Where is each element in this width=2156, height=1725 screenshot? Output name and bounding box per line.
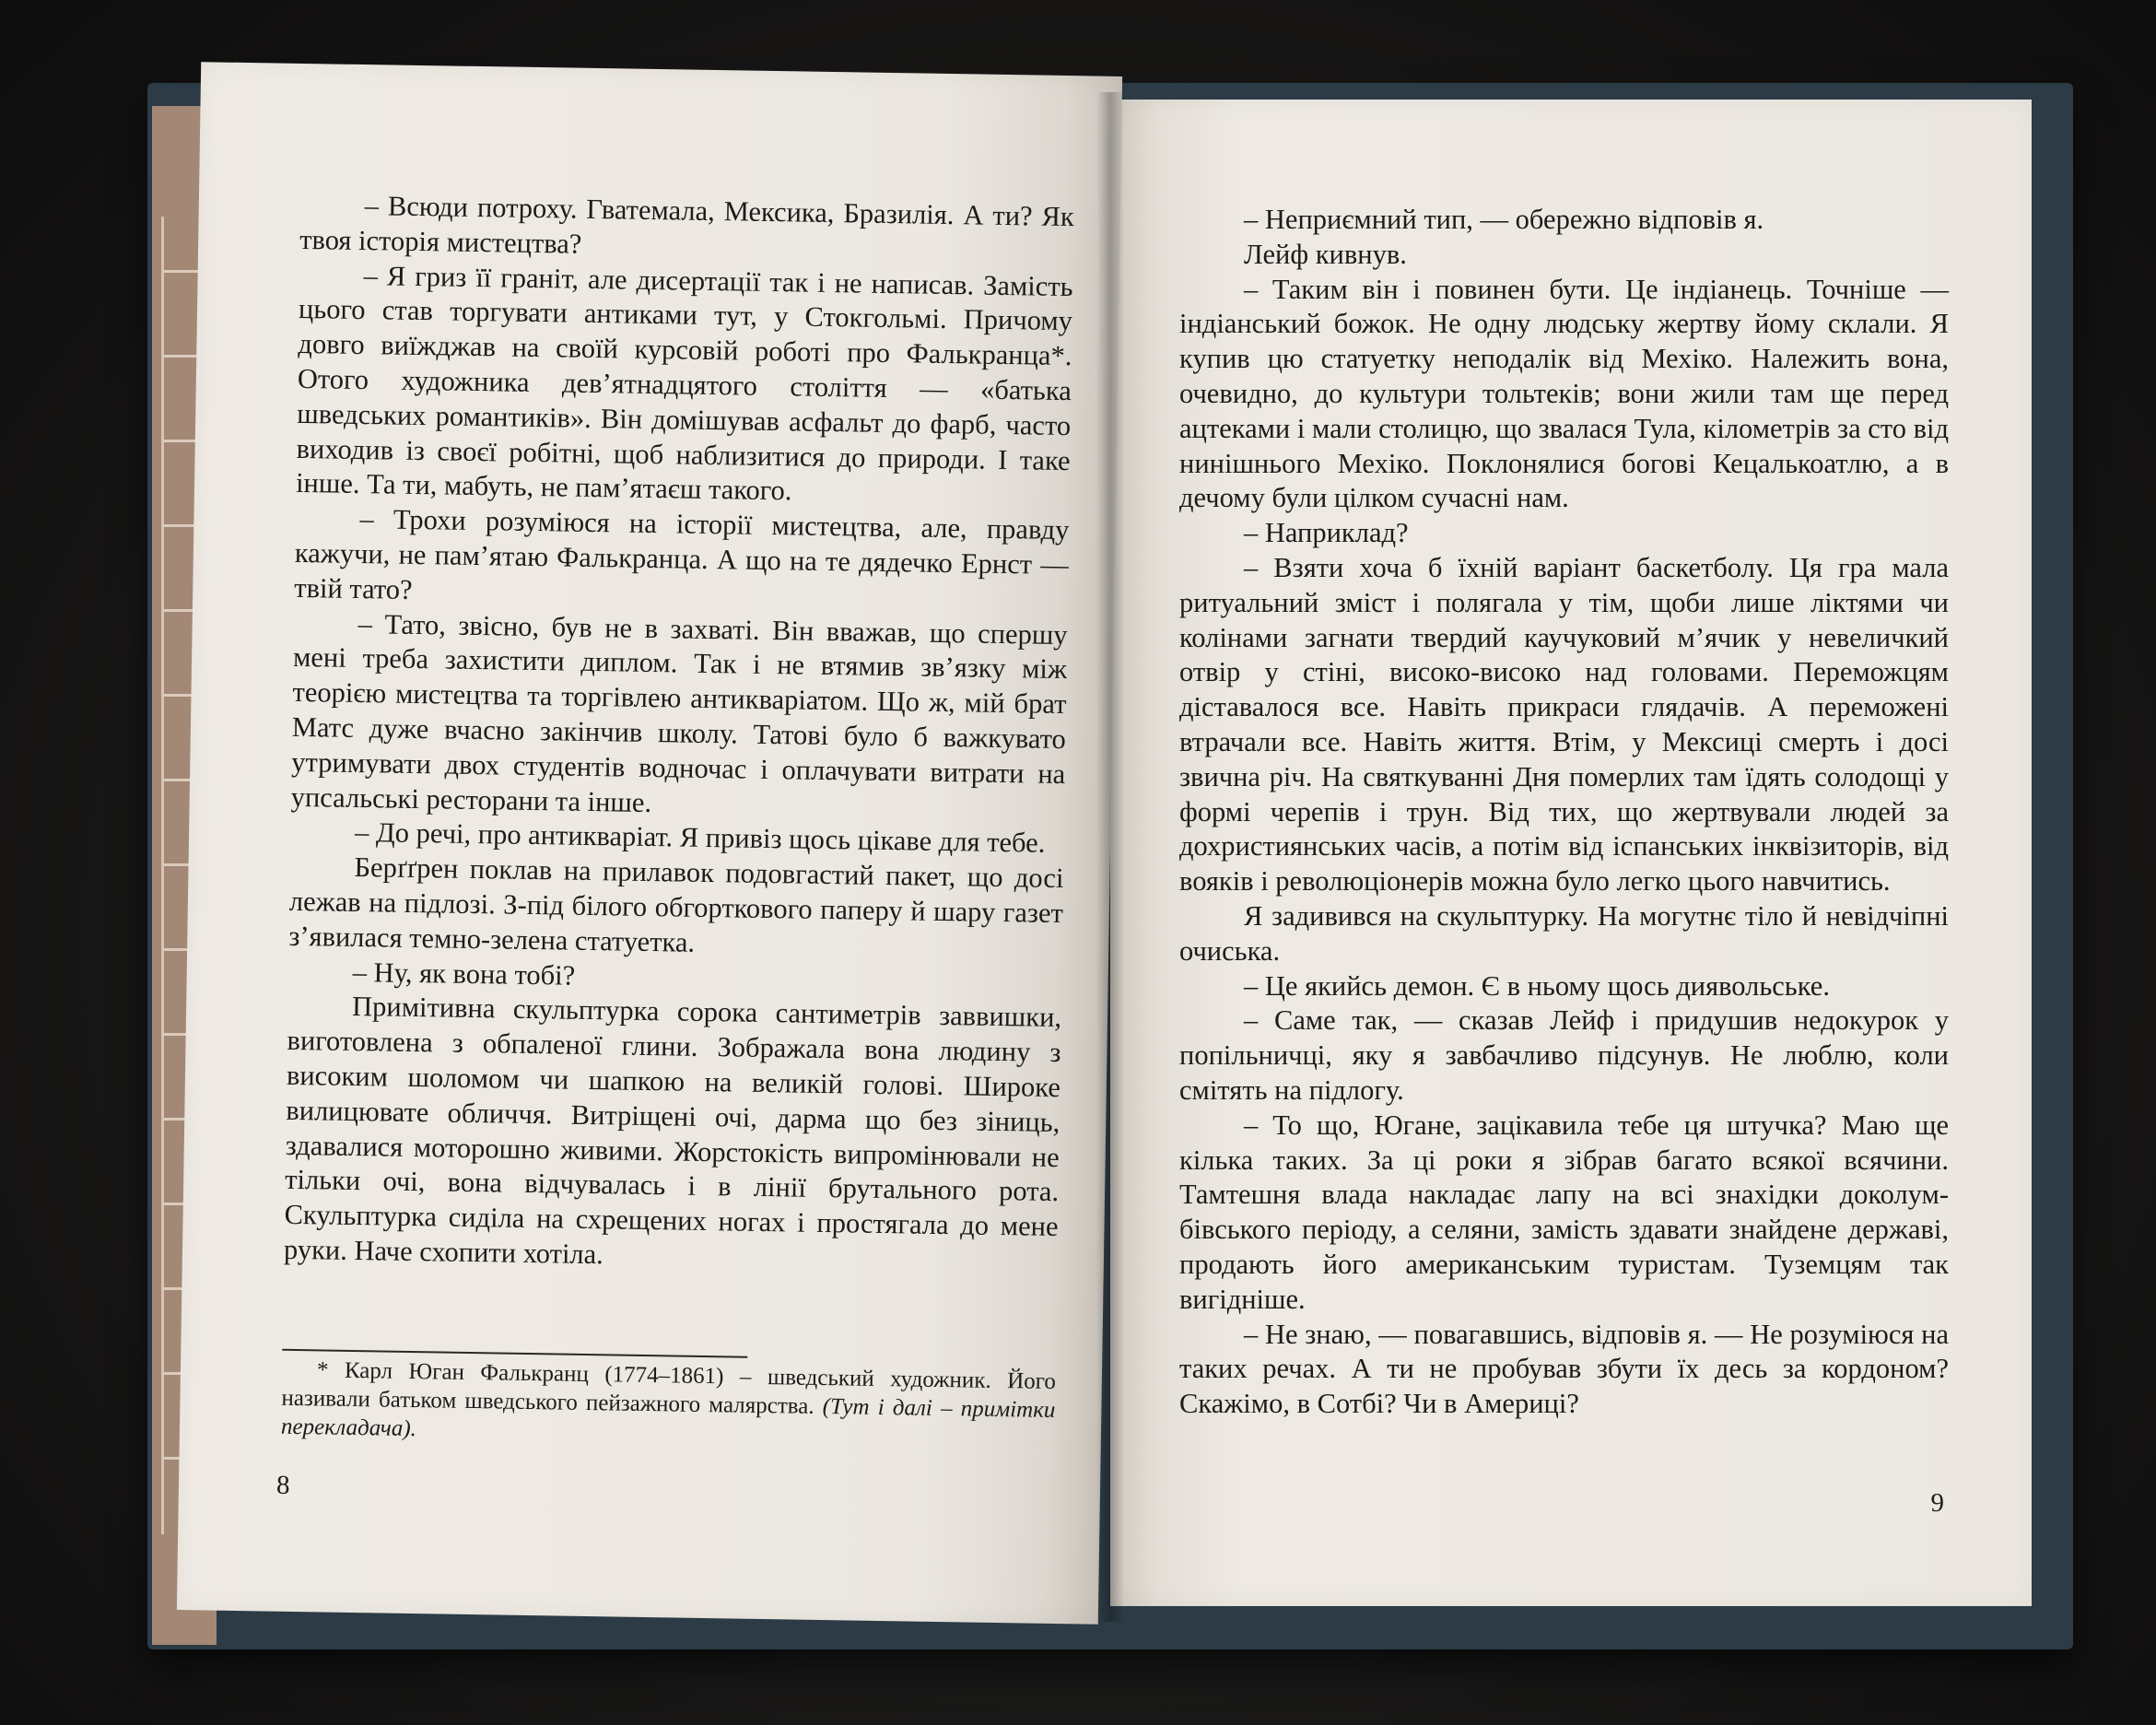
paragraph: – Не знаю, — повагавшись, відповів я. — Не розуміюся на таких речах. А ти не пробував збути їх десь за кордоном? Скажімо, в Сотбі? Чи в Америці? xyxy=(1179,1318,1949,1420)
paragraph: – До речі, про антикваріат. Я привіз щось цікаве для тебе. xyxy=(354,816,1046,860)
paragraph: – Таким він і повинен бути. Це індіанець. Точніше — індіанський божок. Не одну людську жертву йому склали. Я купив цю статуетку неподалік від Мехіко. Належить вона, очевидно, до культури тольтеків; вони жили там ще перед ацтеками і мали столицю, що звалася Тула, кілометрів за сто від нинішнього Мехіко. Поклонялися богові Кецалькоатлю, а в дечому були цілком сучасні нам. xyxy=(1179,273,1949,514)
footnote-italic: (Тут і далі – примітки перекладача). xyxy=(280,1394,1056,1442)
footnote xyxy=(281,1355,1056,1453)
page-number: 9 xyxy=(1930,1488,1944,1518)
book-gutter xyxy=(1096,92,1124,1622)
paragraph: Лейф кивнув. xyxy=(1244,238,1407,270)
footnote-text: * Карл Юган Фалькранц (1774–1861) – шведський художник. Його називали батьком шведського пейзажного малярства. xyxy=(281,1357,1057,1420)
right-page xyxy=(1110,100,2032,1606)
paragraph: – Неприємний тип, — обережно відповів я. xyxy=(1244,204,1764,235)
paragraph: Берґґрен поклав на прилавок подовгастий пакет, що досі лежав на підлозі. З-під білого обгорткового паперу й шару газет з’явилася темно-зелена статуетка. xyxy=(288,851,1064,958)
paragraph: – Ну, як вона тобі? xyxy=(352,956,576,992)
paragraph: – То що, Югане, зацікавила тебе ця штучка? Маю ще кілька таких. За ці роки я зібрав багато всякої всячини. Тамтешня влада накладає лапу на всі знахідки доколумбівського періоду, а селяни, замість здавати знайдене державі, продають його американським туристам. Туземцям так вигідніше. xyxy=(1179,1109,1949,1315)
paragraph: – Я гриз її граніт, але дисертації так і не написав. Замість цього став торгувати антиками тут, у Стокгольмі. Причому довго виїжджав на своїй курсовій роботі про Фалькранца*. Отого художника дев’ятнадцятого століття — «батька шведських романтиків». Він домішував асфальт до фарб, часто виходив із своєї робітні, щоб наблизитися до природи. І таке інше. Та ти, мабуть, не пам’ятаєш такого. xyxy=(295,259,1073,507)
paragraph: – Саме так, — сказав Лейф і придушив недокурок у попільничці, яку я завбачливо підсунув. Не люблю, коли смітять на підлогу. xyxy=(1179,1004,1949,1106)
paragraph: – Наприклад? xyxy=(1244,517,1409,549)
paragraph: – Взяти хоча б їхній варіант баскетболу. Ця гра мала ритуальний зміст і полягала у тім, щоби лише ліктями чи колінами загнати твердий каучуковий м’ячик у невеличкий отвір у стіні, високо-високо над головами. Переможцям діставалося все. Навіть прикраси глядачів. А переможені втрачали все. Навіть життя. Втім, у Мексиці смерть і досі звична річ. На святкуванні Дня померлих там їдять солодощі у формі черепів і трун. Від тих, що жертвували людей за дохристиянських часів, а потім від іспанських інквізиторів, від вояків і революціонерів можна було легко цього навчитись. xyxy=(1179,551,1949,898)
paragraph: Примітивна скульптурка сорока сантиметрів заввишки, виготовлена з обпаленої глини. Зображала вона людину з високим шоломом чи шапкою на великій голові. Широке вилицювате обличчя. Витріщені очі, дарма що без зіниць, здавалися моторошно живими. Жорстокість випромінювали не тільки очі, вона відчувалась і в лінії брутального рота. Скульптурка сиділа на схрещених ногах і простягала до мене руки. Наче схопити хотіла. xyxy=(283,991,1062,1271)
left-page xyxy=(177,62,1122,1625)
left-page-text xyxy=(284,188,1074,1280)
paragraph: – Всюди потроху. Гватемала, Мексика, Бразилія. А ти? Як твоя історія мистецтва? xyxy=(299,190,1075,260)
paragraph: – Це якийсь демон. Є в ньому щось диявольське. xyxy=(1244,969,1830,1002)
right-page-text xyxy=(1179,203,1949,1422)
page-number: 8 xyxy=(275,1470,290,1500)
paragraph: Я задивився на скульптурку. На могутнє тіло й невідчіпні очиська. xyxy=(1179,899,1949,967)
paragraph: – Тато, звісно, був не в захваті. Він вважав, що спершу мені треба захистити диплом. Так і не втямив зв’язку між теорією мистецтва та торгівлею антикваріатом. Що ж, мій брат Матс дуже вчасно закінчив школу. Татові було б важкувато утримувати двох студентів водночас і оплачувати витрати на упсальські ресторани та інше. xyxy=(290,607,1068,818)
paragraph: – Трохи розуміюся на історії мистецтва, але, правду кажучи, не пам’ятаю Фалькранца. А що на те дядечко Ернст — твій тато? xyxy=(294,503,1070,605)
